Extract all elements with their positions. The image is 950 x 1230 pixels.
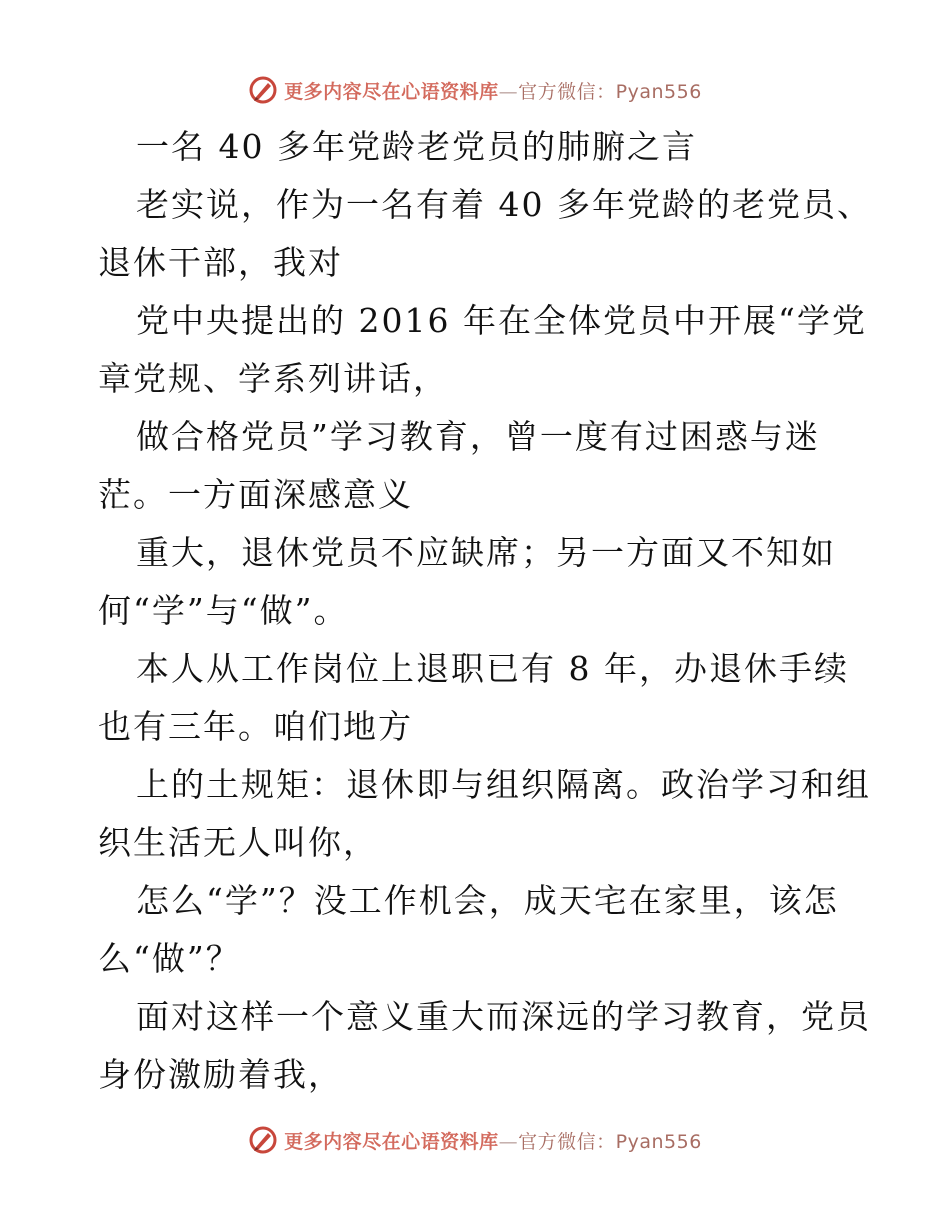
header-banner: [0, 70, 950, 110]
paragraph-line: 上的土规矩：退休即与组织隔离。政治学习和组: [136, 765, 871, 804]
paragraph-line: 面对这样一个意义重大而深远的学习教育，党员: [136, 997, 871, 1036]
footer-brand-text: 更多内容尽在心语资料库: [284, 1130, 499, 1153]
header-separator: —: [498, 80, 519, 103]
paragraph-line: 身份激励着我，: [98, 1055, 343, 1094]
header-banner-text: [284, 77, 702, 104]
document-body: [98, 118, 872, 1104]
paragraph-line: 本人从工作岗位上退职已有 8 年，办退休手续: [136, 649, 849, 688]
header-brand-text: 更多内容尽在心语资料库: [284, 80, 499, 103]
paragraph-line: 退休干部，我对: [98, 243, 343, 282]
footer-contact-text: 官方微信：Pyan556: [518, 1130, 702, 1153]
paragraph-line: 茫。一方面深感意义: [98, 475, 413, 514]
paragraph-line: 也有三年。咱们地方: [98, 707, 413, 746]
paragraph-line: 章党规、学系列讲话，: [98, 359, 448, 398]
paragraph-line: 党中央提出的 2016 年在全体党员中开展“学党: [136, 301, 867, 340]
paragraph-line: 何“学”与“做”。: [98, 591, 349, 630]
header-contact-text: 官方微信：Pyan556: [518, 80, 702, 103]
paragraph-line: 做合格党员”学习教育，曾一度有过困惑与迷: [136, 417, 820, 456]
paragraph-line: 织生活无人叫你，: [98, 823, 378, 862]
footer-banner-text: [284, 1127, 702, 1154]
footer-separator: —: [498, 1130, 519, 1153]
footer-banner: [0, 1120, 950, 1160]
document-title: 一名 40 多年党龄老党员的肺腑之言: [136, 127, 697, 166]
paragraph-line: 重大，退休党员不应缺席；另一方面又不知如: [136, 533, 836, 572]
paragraph-line: 么“做”？: [98, 939, 241, 978]
paragraph-line: 老实说，作为一名有着 40 多年党龄的老党员、: [136, 185, 872, 224]
quill-logo-icon: [248, 75, 278, 105]
paragraph-line: 怎么“学”？没工作机会，成天宅在家里，该怎: [136, 881, 839, 920]
quill-logo-icon: [248, 1125, 278, 1155]
